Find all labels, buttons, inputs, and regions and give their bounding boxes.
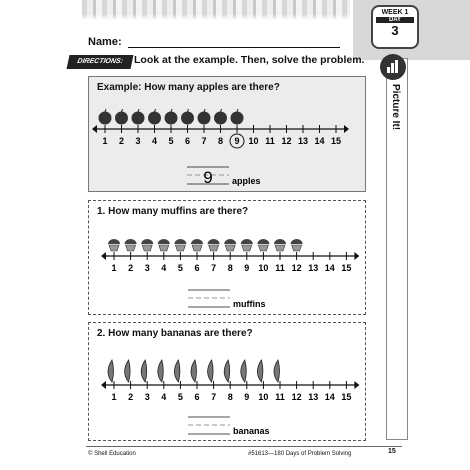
tick-label: 7 bbox=[211, 392, 217, 402]
muffin-cup bbox=[275, 245, 285, 251]
tick-label: 5 bbox=[168, 136, 174, 146]
tick-label: 14 bbox=[324, 392, 335, 402]
muffin-icon bbox=[241, 239, 253, 244]
banana-icon bbox=[174, 360, 180, 382]
tick-label: 13 bbox=[308, 392, 319, 402]
apple-stem bbox=[122, 109, 123, 112]
tick-label: 10 bbox=[258, 263, 269, 273]
muffin-icon bbox=[125, 239, 137, 244]
left-arrow-icon bbox=[92, 125, 97, 133]
muffin-cup bbox=[142, 245, 152, 251]
tick-label: 15 bbox=[341, 263, 352, 273]
tick-label: 15 bbox=[330, 136, 342, 146]
name-label: Name: bbox=[88, 36, 122, 48]
banana-icon bbox=[191, 360, 197, 382]
tick-label: 15 bbox=[341, 392, 352, 402]
day-label: DAY bbox=[376, 17, 414, 23]
tick-label: 4 bbox=[161, 263, 167, 273]
tick-label: 6 bbox=[194, 392, 200, 402]
example-figure bbox=[89, 77, 365, 191]
unit-label: muffins bbox=[233, 299, 266, 309]
apple-icon bbox=[148, 112, 161, 125]
tick-label: 4 bbox=[151, 136, 158, 146]
banana-icon bbox=[125, 360, 131, 382]
tick-label: 13 bbox=[308, 263, 319, 273]
banana-icon bbox=[257, 360, 263, 382]
tick-label: 3 bbox=[144, 392, 150, 402]
muffin-icon bbox=[224, 239, 236, 244]
example-question: Example: How many apples are there? bbox=[97, 82, 280, 93]
apple-icon bbox=[198, 112, 211, 125]
tick-label: 3 bbox=[135, 136, 141, 146]
muffin-cup bbox=[192, 245, 202, 251]
banana-icon bbox=[274, 360, 280, 382]
tick-label: 9 bbox=[244, 392, 250, 402]
apple-icon bbox=[181, 112, 194, 125]
tick-label: 12 bbox=[291, 263, 302, 273]
tick-label: 14 bbox=[324, 263, 335, 273]
bar-chart-icon bbox=[380, 54, 406, 80]
muffin-cup bbox=[242, 245, 252, 251]
footer-book: #51613—180 Days of Problem Solving bbox=[248, 451, 352, 457]
week-day-tab bbox=[371, 5, 419, 49]
tick-label: 6 bbox=[184, 136, 191, 146]
tick-label: 8 bbox=[227, 392, 233, 402]
muffin-cup bbox=[209, 245, 219, 251]
muffin-icon bbox=[141, 239, 153, 244]
apple-stem bbox=[204, 109, 205, 112]
problem-2-panel bbox=[88, 322, 366, 441]
footer-publisher: © Shell Education bbox=[88, 451, 136, 457]
muffin-icon bbox=[158, 239, 170, 244]
banana-icon bbox=[241, 360, 247, 382]
muffin-cup bbox=[109, 245, 119, 251]
answer-value: 9 bbox=[203, 168, 213, 187]
muffin-cup bbox=[126, 245, 136, 251]
tick-label: 5 bbox=[177, 263, 183, 273]
decorative-top-strip bbox=[82, 0, 350, 20]
footer-divider bbox=[86, 446, 402, 447]
muffin-icon bbox=[274, 239, 286, 244]
tick-label: 1 bbox=[111, 263, 117, 273]
tick-label: 11 bbox=[265, 136, 275, 146]
tick-label: 12 bbox=[281, 136, 292, 146]
tick-label: 1 bbox=[111, 392, 117, 402]
tick-label: 8 bbox=[227, 263, 233, 273]
directions-text: Look at the example. Then, solve the problem. bbox=[134, 54, 365, 66]
tick-label: 10 bbox=[258, 392, 269, 402]
apple-icon bbox=[165, 112, 178, 125]
banana-icon bbox=[208, 360, 214, 382]
tick-label: 2 bbox=[118, 136, 125, 146]
problem-1-question: 1. How many muffins are there? bbox=[97, 206, 249, 217]
tick-label: 7 bbox=[201, 136, 207, 146]
apple-icon bbox=[99, 112, 112, 125]
tick-label: 14 bbox=[314, 136, 325, 146]
apple-stem bbox=[138, 109, 139, 112]
muffin-cup bbox=[292, 245, 302, 251]
tick-label: 13 bbox=[297, 136, 309, 146]
tick-label: 12 bbox=[291, 392, 302, 402]
tick-label: 2 bbox=[128, 263, 134, 273]
directions-badge: DIRECTIONS: bbox=[67, 55, 134, 69]
tick-label: 8 bbox=[217, 136, 224, 146]
muffin-cup bbox=[159, 245, 169, 251]
right-arrow-icon bbox=[344, 125, 349, 133]
page-number: 15 bbox=[388, 448, 396, 455]
tick-label: 9 bbox=[244, 263, 250, 273]
apple-stem bbox=[171, 109, 172, 112]
apple-stem bbox=[237, 109, 238, 112]
tick-label: 9 bbox=[234, 136, 240, 146]
tick-label: 1 bbox=[102, 136, 108, 146]
problem-1-panel bbox=[88, 200, 366, 315]
day-number: 3 bbox=[391, 23, 399, 38]
apple-stem bbox=[105, 109, 106, 112]
banana-icon bbox=[158, 360, 164, 382]
tick-label: 11 bbox=[275, 263, 285, 273]
problem-2-question: 2. How many bananas are there? bbox=[97, 328, 253, 339]
muffin-cup bbox=[258, 245, 268, 251]
example-panel bbox=[88, 76, 366, 192]
problem-2-figure bbox=[89, 323, 365, 440]
tick-label: 3 bbox=[144, 263, 150, 273]
tick-label: 11 bbox=[275, 392, 285, 402]
muffin-icon bbox=[291, 239, 303, 244]
apple-stem bbox=[221, 109, 222, 112]
banana-icon bbox=[224, 360, 230, 382]
problem-1-figure bbox=[89, 201, 365, 314]
muffin-icon bbox=[257, 239, 269, 244]
tick-label: 10 bbox=[248, 136, 259, 146]
left-arrow-icon bbox=[101, 381, 106, 389]
unit-label: apples bbox=[232, 176, 261, 186]
right-arrow-icon bbox=[354, 381, 359, 389]
right-arrow-icon bbox=[354, 252, 359, 260]
sidebar-title: Picture It! bbox=[390, 84, 401, 131]
left-arrow-icon bbox=[101, 252, 106, 260]
unit-label: bananas bbox=[233, 426, 270, 436]
apple-icon bbox=[214, 112, 227, 125]
tick-label: 7 bbox=[211, 263, 217, 273]
muffin-icon bbox=[108, 239, 120, 244]
muffin-icon bbox=[191, 239, 203, 244]
muffin-icon bbox=[208, 239, 220, 244]
tick-label: 2 bbox=[128, 392, 134, 402]
apple-icon bbox=[231, 112, 244, 125]
apple-icon bbox=[115, 112, 128, 125]
tick-label: 5 bbox=[177, 392, 183, 402]
apple-stem bbox=[188, 109, 189, 112]
muffin-cup bbox=[175, 245, 185, 251]
apple-stem bbox=[155, 109, 156, 112]
tick-label: 4 bbox=[161, 392, 167, 402]
tick-label: 6 bbox=[194, 263, 200, 273]
apple-icon bbox=[132, 112, 145, 125]
week-label: WEEK 1 bbox=[381, 9, 409, 16]
muffin-icon bbox=[174, 239, 186, 244]
muffin-cup bbox=[225, 245, 235, 251]
banana-icon bbox=[141, 360, 147, 382]
banana-icon bbox=[108, 360, 114, 382]
name-field[interactable] bbox=[128, 47, 340, 48]
